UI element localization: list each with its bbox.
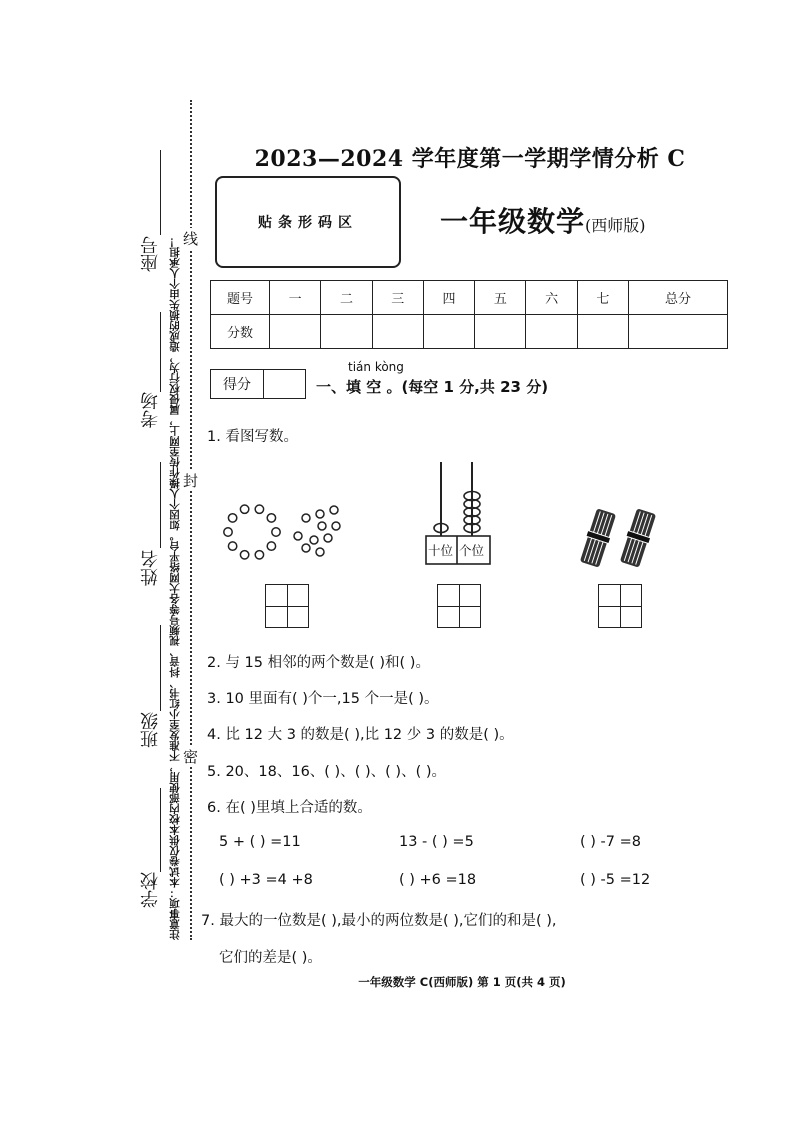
- counting-circle: [267, 514, 275, 522]
- question-1: 1. 看图写数。: [207, 429, 298, 445]
- score-cell: 六: [526, 281, 577, 315]
- abacus-ones-label: 个位: [459, 543, 485, 558]
- counting-circle: [267, 542, 275, 550]
- score-cell: 七: [577, 281, 628, 315]
- barcode-area: 贴条形码区: [215, 176, 401, 268]
- score-cell: 一: [270, 281, 321, 315]
- page-footer: 一年级数学 C(西师版) 第 1 页(共 4 页): [358, 975, 566, 989]
- edition-label: (西师版): [585, 216, 646, 235]
- score-table-header-row: [211, 281, 728, 315]
- abacus-tens-label: 十位: [428, 543, 454, 558]
- counting-circle: [255, 505, 263, 513]
- subject-title: [440, 200, 646, 240]
- field-exam-room: 考场: [140, 392, 161, 428]
- score-input-cell[interactable]: [372, 315, 423, 349]
- answer-grid-2[interactable]: [437, 584, 481, 628]
- score-input-cell[interactable]: [423, 315, 474, 349]
- score-cell: 分数: [211, 315, 270, 349]
- field-name-line: [160, 462, 161, 548]
- question-6-item: ( ) +6 =18: [399, 872, 477, 888]
- score-cell: 二: [321, 281, 372, 315]
- question-6-item: ( ) -5 =12: [580, 872, 651, 888]
- counting-circle: [240, 551, 248, 559]
- score-cell: 总分: [629, 281, 728, 315]
- field-school: 学校: [140, 872, 161, 908]
- stick-bundles-image: [578, 506, 664, 568]
- field-seat-number: 座号: [140, 236, 161, 272]
- score-table: [210, 280, 728, 349]
- question-6: 6. 在( )里填上合适的数。: [207, 800, 372, 816]
- score-input-cell[interactable]: [577, 315, 628, 349]
- score-table-score-row: [211, 315, 728, 349]
- counting-circle: [228, 542, 236, 550]
- question-6-item: 5 + ( ) =11: [219, 834, 301, 850]
- score-cell: 三: [372, 281, 423, 315]
- score-input-cell[interactable]: [475, 315, 526, 349]
- score-cell: 五: [475, 281, 526, 315]
- score-cell: 题号: [211, 281, 270, 315]
- counting-circle: [224, 528, 232, 536]
- answer-grid-3[interactable]: [598, 584, 642, 628]
- field-exam-room-line: [160, 312, 161, 392]
- notice-text: 注意事项：本试卷仅供本校内部使用，不准发至小红书、抖音、视频号等各大网络平台。如因个人操作传至网上，属侵权行为，造成的损失由个人承担！: [169, 236, 181, 940]
- counting-circle: [272, 528, 280, 536]
- question-6-item: 13 - ( ) =5: [399, 834, 474, 850]
- section-score-input[interactable]: [264, 370, 305, 398]
- section-score-label: 得分: [211, 370, 264, 398]
- score-cell: 四: [423, 281, 474, 315]
- score-input-cell[interactable]: [629, 315, 728, 349]
- field-class-line: [160, 625, 161, 711]
- counting-circle: [255, 551, 263, 559]
- question-5: 5. 20、18、16、( )、( )、( )、( )。: [207, 764, 446, 780]
- counting-circle: [240, 505, 248, 513]
- score-input-cell[interactable]: [526, 315, 577, 349]
- question-7-line-1: 7. 最大的一位数是( ),最小的两位数是( ),它们的和是( ),: [201, 913, 557, 929]
- section-pinyin: tián kòng: [348, 360, 404, 374]
- score-input-cell[interactable]: [270, 315, 321, 349]
- section-score-box: [210, 369, 306, 399]
- seal-mark-secret: 密: [183, 748, 199, 766]
- answer-grid-1[interactable]: [265, 584, 309, 628]
- field-name: 姓名: [140, 550, 161, 586]
- question-7-line-2: 它们的差是( )。: [219, 950, 322, 966]
- score-input-cell[interactable]: [321, 315, 372, 349]
- field-class: 班级: [140, 712, 161, 748]
- exam-title: 2023—2024 学年度第一学期学情分析 C: [254, 146, 686, 172]
- subject-name: 一年级数学: [440, 205, 586, 238]
- section-heading: 一、填 空 。(每空 1 分,共 23 分): [316, 378, 549, 396]
- seal-mark-line: 线: [183, 230, 199, 248]
- counting-circles-image: [222, 500, 352, 564]
- seal-mark-seal: 封: [183, 472, 199, 490]
- field-school-line: [160, 788, 161, 872]
- binding-dotted-line: [190, 100, 192, 940]
- question-6-item: ( ) -7 =8: [580, 834, 641, 850]
- question-4: 4. 比 12 大 3 的数是( ),比 12 少 3 的数是( )。: [207, 727, 514, 743]
- counting-circle: [228, 514, 236, 522]
- question-6-item: ( ) +3 =4 +8: [219, 872, 313, 888]
- question-3: 3. 10 里面有( )个一,15 个一是( )。: [207, 691, 439, 707]
- question-2: 2. 与 15 相邻的两个数是( )和( )。: [207, 655, 430, 671]
